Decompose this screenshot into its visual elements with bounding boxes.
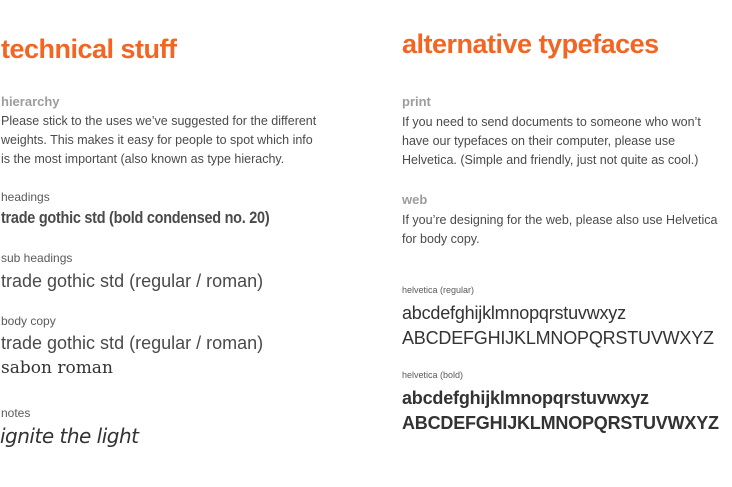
paragraph-line: weights. This makes it easy for people to spot which info (1, 133, 313, 147)
helvetica-regular-uppercase: ABCDEFGHIJKLMNOPQRSTUVWXYZ (402, 328, 714, 348)
headings-label: headings (1, 190, 50, 204)
body-copy-typeface: trade gothic std (regular / roman) (1, 333, 264, 353)
paragraph-line: If you’re designing for the web, please also use Helvetica (402, 213, 718, 227)
body-copy-serif-typeface: sabon roman (1, 358, 113, 378)
section-title: technical stuff (1, 34, 177, 64)
hierarchy-label: hierarchy (1, 94, 60, 109)
paragraph-line: Please stick to the uses we’ve suggested for the different (1, 114, 317, 128)
helvetica-regular-label: helvetica (regular) (402, 285, 475, 295)
notes-script-sample: ignite the light (0, 424, 139, 448)
web-paragraph (402, 211, 732, 249)
web-label: web (402, 192, 428, 207)
print-paragraph (402, 113, 732, 170)
notes-label: notes (1, 406, 31, 420)
hierarchy-paragraph (1, 112, 361, 169)
helvetica-bold-lowercase: abcdefghijklmnopqrstuvwxyz (402, 388, 649, 408)
section-title: alternative typefaces (402, 29, 659, 59)
helvetica-bold-uppercase: ABCDEFGHIJKLMNOPQRSTUVWXYZ (402, 413, 719, 433)
paragraph-line: for body copy. (402, 232, 480, 246)
headings-typeface: trade gothic std (bold condensed no. 20) (1, 208, 270, 227)
paragraph-line: Helvetica. (Simple and friendly, just not quite as cool.) (402, 153, 699, 167)
sub-headings-label: sub headings (1, 251, 73, 265)
helvetica-bold-label: helvetica (bold) (402, 370, 464, 380)
paragraph-line: If you need to send documents to someone who won’t (402, 115, 701, 129)
helvetica-regular-lowercase: abcdefghijklmnopqrstuvwxyz (402, 303, 626, 323)
paragraph-line: is the most important (also known as type hierachy. (1, 152, 285, 166)
body-copy-label: body copy (1, 314, 56, 328)
sub-headings-typeface: trade gothic std (regular / roman) (1, 271, 264, 291)
print-label: print (402, 94, 431, 109)
paragraph-line: have our typefaces on their computer, please use (402, 134, 676, 148)
